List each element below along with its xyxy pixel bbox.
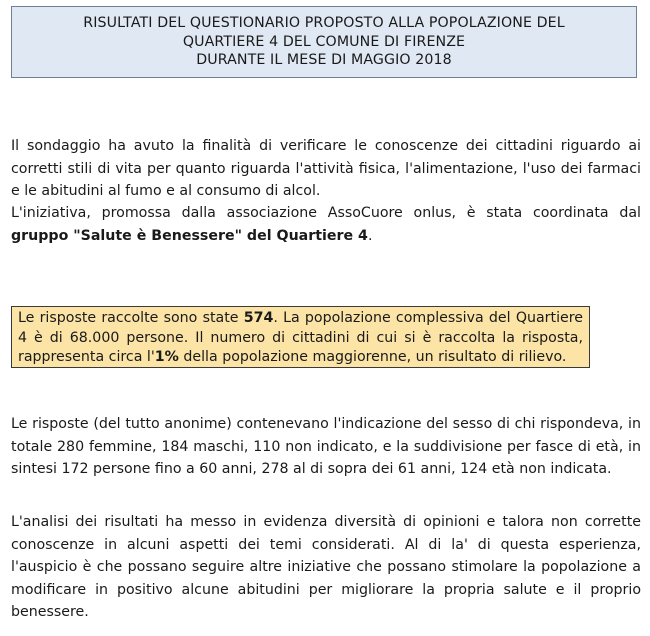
responses-text: Le risposte (del tutto anonime) contenevano l'indicazione del sesso di chi rispondeva, in totale 280 femmine, 184 maschi, 110 non indicato, e la suddivisione per fasce di età, in sintesi 172 persone fino a 60 anni, 278 al di sopra dei 61 anni, 124 età non indicata. xyxy=(11,416,641,478)
initiative-paragraph xyxy=(11,202,641,247)
title-line-3: DURANTE IL MESE DI MAGGIO 2018 xyxy=(196,52,452,68)
highlight-box xyxy=(11,306,590,368)
analysis-paragraph xyxy=(11,511,641,624)
intro-text: Il sondaggio ha avuto la finalità di verificare le conoscenze dei cittadini riguardo ai corretti stili di vita per quanto riguarda l'attività fisica, l'alimentazione, l'uso dei farmaci e le abitudini al fumo e al consumo di alcol. xyxy=(11,138,641,200)
analysis-text: L'analisi dei risultati ha messo in evidenza diversità di opinioni e talora non corrette conoscenze in alcuni aspetti dei temi considerati. Al di la' di questa esperienza, l'auspicio è che possano seguire altre iniziative che possano stimolare la popolazione a modificare in positivo alcune abitudini per migliorare la propria salute e il proprio benessere. xyxy=(11,514,641,621)
highlight-part1: Le risposte raccolte sono state xyxy=(18,310,244,326)
title-box xyxy=(11,6,637,78)
initiative-text-before: L'iniziativa, promossa dalla associazione AssoCuore onlus, è stata coordinata dal xyxy=(11,205,641,221)
responses-paragraph xyxy=(11,413,641,481)
title-line-2: QUARTIERE 4 DEL COMUNE DI FIRENZE xyxy=(182,33,466,50)
group-name: gruppo "Salute è Benessere" del Quartiere 4 xyxy=(11,227,368,244)
highlight-part2: . La popolazione complessiva del Quartiere 4 è di 68.000 persone. Il numero di cittadini di cui si è raccolta la risposta, rappresenta circa l' xyxy=(18,310,583,365)
highlight-part3: della popolazione maggiorenne, un risultato di rilievo. xyxy=(178,349,567,365)
response-count: 574 xyxy=(243,310,274,326)
initiative-text-after: . xyxy=(367,227,373,244)
intro-paragraph xyxy=(11,135,641,203)
response-percent: 1% xyxy=(154,349,179,365)
title-line-1: RISULTATI DEL QUESTIONARIO PROPOSTO ALLA POPOLAZIONE DEL xyxy=(83,15,565,31)
